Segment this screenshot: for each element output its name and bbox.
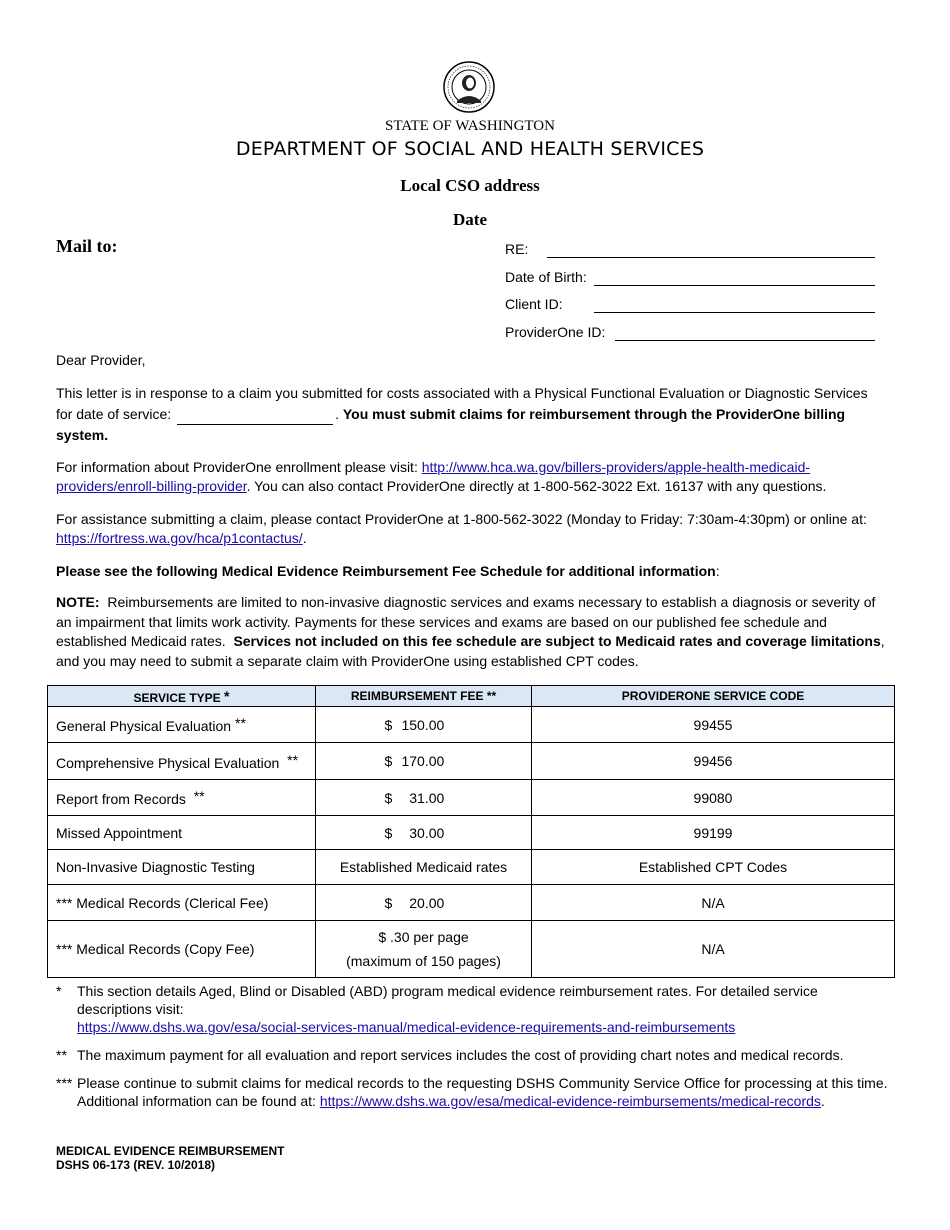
- client-id-label: Client ID:: [505, 296, 563, 312]
- fee-cell: $ 20.00: [316, 885, 532, 921]
- enrollment-text: For information about ProviderOne enrollment please visit:: [56, 459, 418, 475]
- table-header-row: [48, 686, 895, 707]
- fee-cell: $ .30 per page (maximum of 150 pages): [316, 921, 532, 978]
- client-id-field[interactable]: [594, 311, 875, 313]
- service-cell: Comprehensive Physical Evaluation **: [48, 743, 316, 780]
- table-row: [48, 707, 895, 743]
- code-cell: N/A: [532, 921, 895, 978]
- footnote-2-text: The maximum payment for all evaluation and report services includes the cost of providing chart notes and medical records.: [77, 1047, 844, 1063]
- form-title: MEDICAL EVIDENCE REIMBURSEMENT: [56, 1144, 285, 1158]
- fee-schedule-heading: Please see the following Medical Evidence Reimbursement Fee Schedule for additional information: [56, 563, 716, 579]
- fee-cell: Established Medicaid rates: [316, 850, 532, 885]
- footnote-1: [56, 982, 896, 1036]
- date-of-service-field[interactable]: [177, 410, 333, 425]
- footnote-1-mark: *: [56, 983, 62, 999]
- note-label: NOTE:: [56, 594, 100, 610]
- paragraph-enrollment: [56, 458, 886, 496]
- providerone-id-label: ProviderOne ID:: [505, 324, 606, 340]
- code-cell: 99456: [532, 743, 895, 780]
- re-label: RE:: [505, 241, 529, 257]
- table-row: [48, 743, 895, 780]
- footnote-1-link[interactable]: https://www.dshs.wa.gov/esa/social-services-manual/medical-evidence-requirements-and-reimbursements: [77, 1019, 736, 1035]
- paragraph-claim: This letter is in response to a claim you submitted for costs associated with a Physical Functional Evaluation or Diagnostic Services for date of service: . You must submit claims for reimbursement through the ProviderOne billing system.: [56, 385, 868, 443]
- state-name: STATE OF WASHINGTON: [385, 118, 555, 134]
- footnote-3: *** Please continue to submit claims for medical records to the requesting DSHS Community Service Office for processing at this time. Additional information can be found at: https://www.dshs.wa.gov/esa/medical-evidence-reimbursements/medical-records.: [56, 1075, 888, 1109]
- fee-cell: $ 30.00: [316, 816, 532, 850]
- dob-label: Date of Birth:: [505, 269, 587, 285]
- fee-cell: $ 150.00: [316, 707, 532, 743]
- footnote-1-text: This section details Aged, Blind or Disabled (ABD) program medical evidence reimbursement rates. For detailed service descriptions visit:: [77, 983, 818, 1017]
- header-service-code: PROVIDERONE SERVICE CODE: [532, 686, 895, 707]
- enrollment-contact: . You can also contact ProviderOne directly at 1-800-562-3022 Ext. 16137 with any questions.: [246, 478, 827, 494]
- fee-schedule-table: [47, 685, 895, 978]
- service-cell: *** Medical Records (Copy Fee): [48, 921, 316, 978]
- note-text: Reimbursements are limited to non-invasive diagnostic services and exams necessary to establish a diagnosis or severity of an impairment that limits work activity. Payments for these services and exams are based on our published fee schedule and established Medicaid rates.: [56, 594, 876, 649]
- footnote-3-text: Please continue to submit claims for medical records to the requesting DSHS Community Service Office for processing at this time. Additional information can be found at:: [77, 1075, 888, 1109]
- mail-to-label: Mail to:: [56, 236, 118, 256]
- code-cell: 99080: [532, 780, 895, 816]
- enrollment-link[interactable]: http://www.hca.wa.gov/billers-providers/apple-health-medicaid-providers/enroll-billing-provider: [56, 459, 811, 494]
- service-cell: Missed Appointment: [48, 816, 316, 850]
- form-number: DSHS 06-173 (REV. 10/2018): [56, 1158, 215, 1172]
- header-service-type: SERVICE TYPE *: [48, 686, 316, 707]
- assistance-link[interactable]: https://fortress.wa.gov/hca/p1contactus/: [56, 530, 303, 546]
- department-name: DEPARTMENT OF SOCIAL AND HEALTH SERVICES: [235, 138, 705, 160]
- paragraph-note: [56, 593, 886, 671]
- providerone-id-field[interactable]: [615, 339, 875, 341]
- fee-cell: $ 31.00: [316, 780, 532, 816]
- footnote-2-mark: **: [56, 1047, 67, 1063]
- re-field[interactable]: [547, 256, 875, 258]
- note-emphasis: Services not included on this fee schedule are subject to Medicaid rates and coverage limitations: [233, 633, 881, 649]
- table-row: [48, 921, 895, 978]
- service-cell: Report from Records **: [48, 780, 316, 816]
- claim-instruction: You must submit claims for reimbursement through the ProviderOne billing system.: [56, 406, 846, 443]
- code-cell: Established CPT Codes: [532, 850, 895, 885]
- code-cell: N/A: [532, 885, 895, 921]
- letter-date: Date: [453, 210, 487, 229]
- fee-cell: $ 170.00: [316, 743, 532, 780]
- state-seal-icon: [443, 61, 495, 113]
- footnote-3-mark: ***: [56, 1075, 73, 1091]
- dob-field[interactable]: [594, 284, 875, 286]
- code-cell: 99455: [532, 707, 895, 743]
- service-cell: General Physical Evaluation **: [48, 707, 316, 743]
- table-row: [48, 885, 895, 921]
- table-row: [48, 780, 895, 816]
- table-row: [48, 816, 895, 850]
- code-cell: 99199: [532, 816, 895, 850]
- service-cell: Non-Invasive Diagnostic Testing: [48, 850, 316, 885]
- salutation: Dear Provider,: [56, 352, 146, 368]
- paragraph-fee-schedule: Please see the following Medical Evidence Reimbursement Fee Schedule for additional information:: [56, 563, 720, 579]
- header-reimbursement-fee: REIMBURSEMENT FEE **: [316, 686, 532, 707]
- form-footer: [56, 1144, 284, 1172]
- cso-address: Local CSO address: [400, 176, 540, 195]
- note-ending: , and you may need to submit a separate claim with ProviderOne using established CPT codes.: [56, 633, 885, 669]
- service-cell: *** Medical Records (Clerical Fee): [48, 885, 316, 921]
- table-row: [48, 850, 895, 885]
- assistance-text: For assistance submitting a claim, please contact ProviderOne at 1-800-562-3022 (Monday to Friday: 7:30am-4:30pm) or online at:: [56, 511, 867, 527]
- paragraph-assistance: For assistance submitting a claim, please contact ProviderOne at 1-800-562-3022 (Monday to Friday: 7:30am-4:30pm) or online at: https://fortress.wa.gov/hca/p1contactus/.: [56, 511, 867, 546]
- claim-text: This letter is in response to a claim you submitted for costs associated with a Physical Functional Evaluation or Diagnostic Services for date of service:: [56, 385, 868, 422]
- footnote-3-link[interactable]: https://www.dshs.wa.gov/esa/medical-evidence-reimbursements/medical-records: [319, 1093, 821, 1109]
- header-service-mark: *: [224, 687, 230, 704]
- footnote-2: [56, 1046, 896, 1064]
